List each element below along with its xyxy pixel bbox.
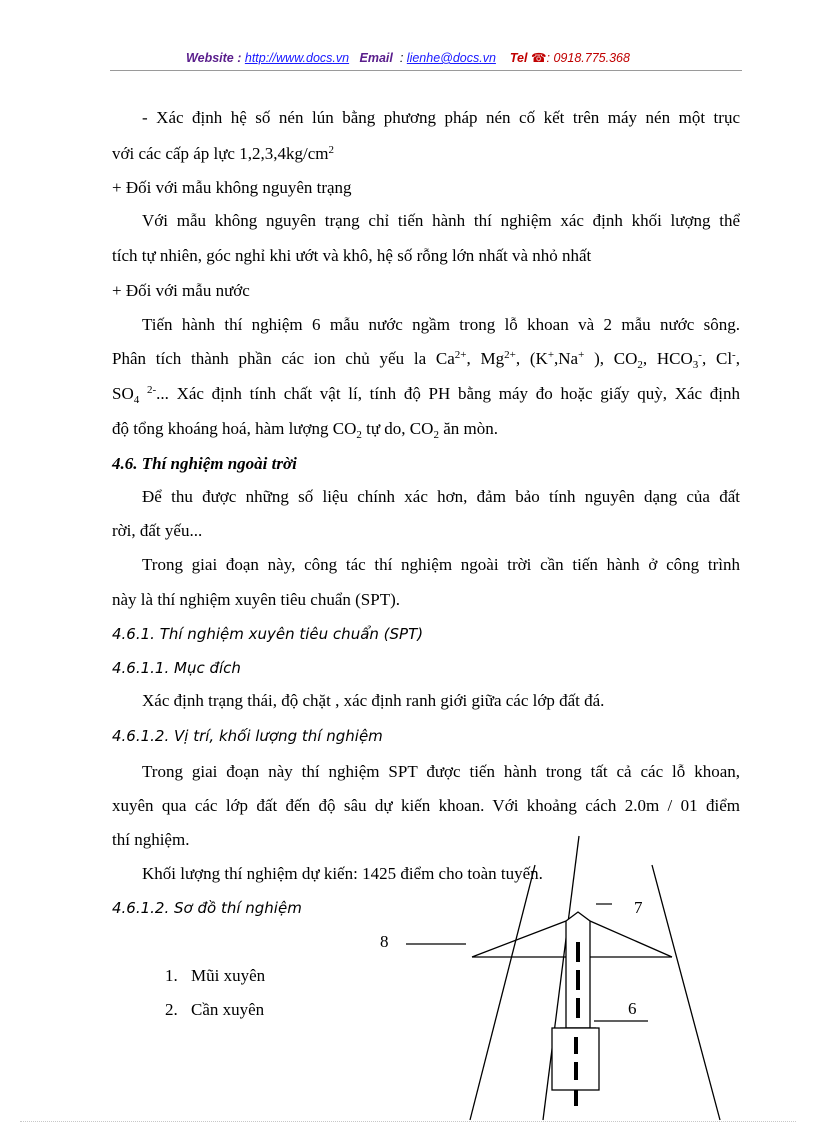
- website-link[interactable]: http://www.docs.vn: [244, 51, 350, 65]
- list-item: 2. Cần xuyên: [165, 1000, 265, 1019]
- heading-unstructured-sample: + Đối với mẫu không nguyên trạng: [112, 178, 352, 197]
- right-outer-line: [652, 865, 720, 1120]
- section-heading-4-6: 4.6. Thí nghiệm ngoài trời: [112, 454, 297, 473]
- p7-line3: thí nghiệm.: [112, 830, 190, 849]
- p4-line2: rời, đất yếu...: [112, 521, 203, 540]
- section-heading-4-6-1-2-diagram: 4.6.1.2. Sơ đồ thí nghiệm: [112, 899, 302, 917]
- p3-line1: Tiến hành thí nghiệm 6 mẫu nước ngầm trong lỗ khoan và 2 mẫu nước sông.: [142, 315, 740, 334]
- section-heading-4-6-1-1: 4.6.1.1. Mục đích: [112, 659, 241, 677]
- p8-line: Khối lượng thí nghiệm dự kiến: 1425 điểm cho toàn tuyến.: [142, 864, 543, 883]
- tel-label: Tel: [509, 51, 528, 65]
- list-item: 1. Mũi xuyên: [165, 966, 266, 985]
- p1-line2: với các cấp áp lực $1,2,3,4kg/cm^2$: [112, 144, 334, 163]
- p4-line1: Để thu được những số liệu chính xác hơn, đảm bảo tính nguyên dạng của đất: [142, 487, 740, 506]
- p3-line3: $SO_4$ $^{2-}$... Xác định tính chất vật lí, tính độ PH bằng máy đo hoặc giấy quỳ, Xác định: [112, 384, 740, 406]
- diagram-label-6: 6: [628, 999, 637, 1018]
- section-heading-4-6-1-2-location: 4.6.1.2. Vị trí, khối lượng thí nghiệm: [112, 727, 383, 745]
- diagram-label-8: 8: [380, 932, 389, 951]
- tel-number: : 0918.775.368: [546, 51, 630, 65]
- heading-water-sample: + Đối với mẫu nước: [112, 281, 250, 300]
- p5-line1: Trong giai đoạn này, công tác thí nghiệm ngoài trời cần tiến hành ở công trình: [142, 555, 740, 574]
- email-separator: :: [399, 51, 404, 65]
- section-heading-4-6-1: 4.6.1. Thí nghiệm xuyên tiêu chuẩn (SPT): [112, 625, 424, 643]
- p6-line: Xác định trạng thái, độ chặt , xác định ranh giới giữa các lớp đất đá.: [142, 691, 605, 710]
- phone-icon: ☎: [530, 51, 547, 65]
- right-brace-line: [590, 921, 672, 957]
- p3-line4: độ tổng khoáng hoá, hàm lượng $CO_2$ tự do, $CO_2$ ăn mòn.: [112, 419, 498, 441]
- p7-line1: Trong giai đoạn này thí nghiệm SPT được tiến hành trong tất cả các lỗ khoan,: [142, 762, 740, 781]
- left-outer-line: [470, 865, 535, 1120]
- diagram-label-7: 7: [634, 898, 643, 917]
- p5-line2: này là thí nghiệm xuyên tiêu chuẩn (SPT).: [112, 590, 400, 609]
- website-label: Website :: [186, 51, 242, 65]
- p2-line1: Với mẫu không nguyên trạng chỉ tiến hành thí nghiệm xác định khối lượng thể: [142, 211, 740, 230]
- email-label: Email: [359, 51, 393, 65]
- page-bottom-edge: [20, 1121, 796, 1122]
- p2-line2: tích tự nhiên, góc nghỉ khi ướt và khô, hệ số rỗng lớn nhất và nhỏ nhất: [112, 246, 592, 265]
- p7-line2: xuyên qua các lớp đất đến độ sâu dự kiến khoan. Với khoảng cách 2.0m / 01 điểm: [112, 796, 740, 815]
- p3-line2: Phân tích thành phần các ion chủ yếu la $Ca^{2+}$, $Mg^{2+}$, (K+,Na+ ), $CO_2$, $HCO_3^-$, Cl-,: [112, 349, 740, 371]
- p1-line1: - Xác định hệ số nén lún bằng phương pháp nén cố kết trên máy nén một trục: [142, 108, 740, 127]
- email-link[interactable]: lienhe@docs.vn: [406, 51, 496, 65]
